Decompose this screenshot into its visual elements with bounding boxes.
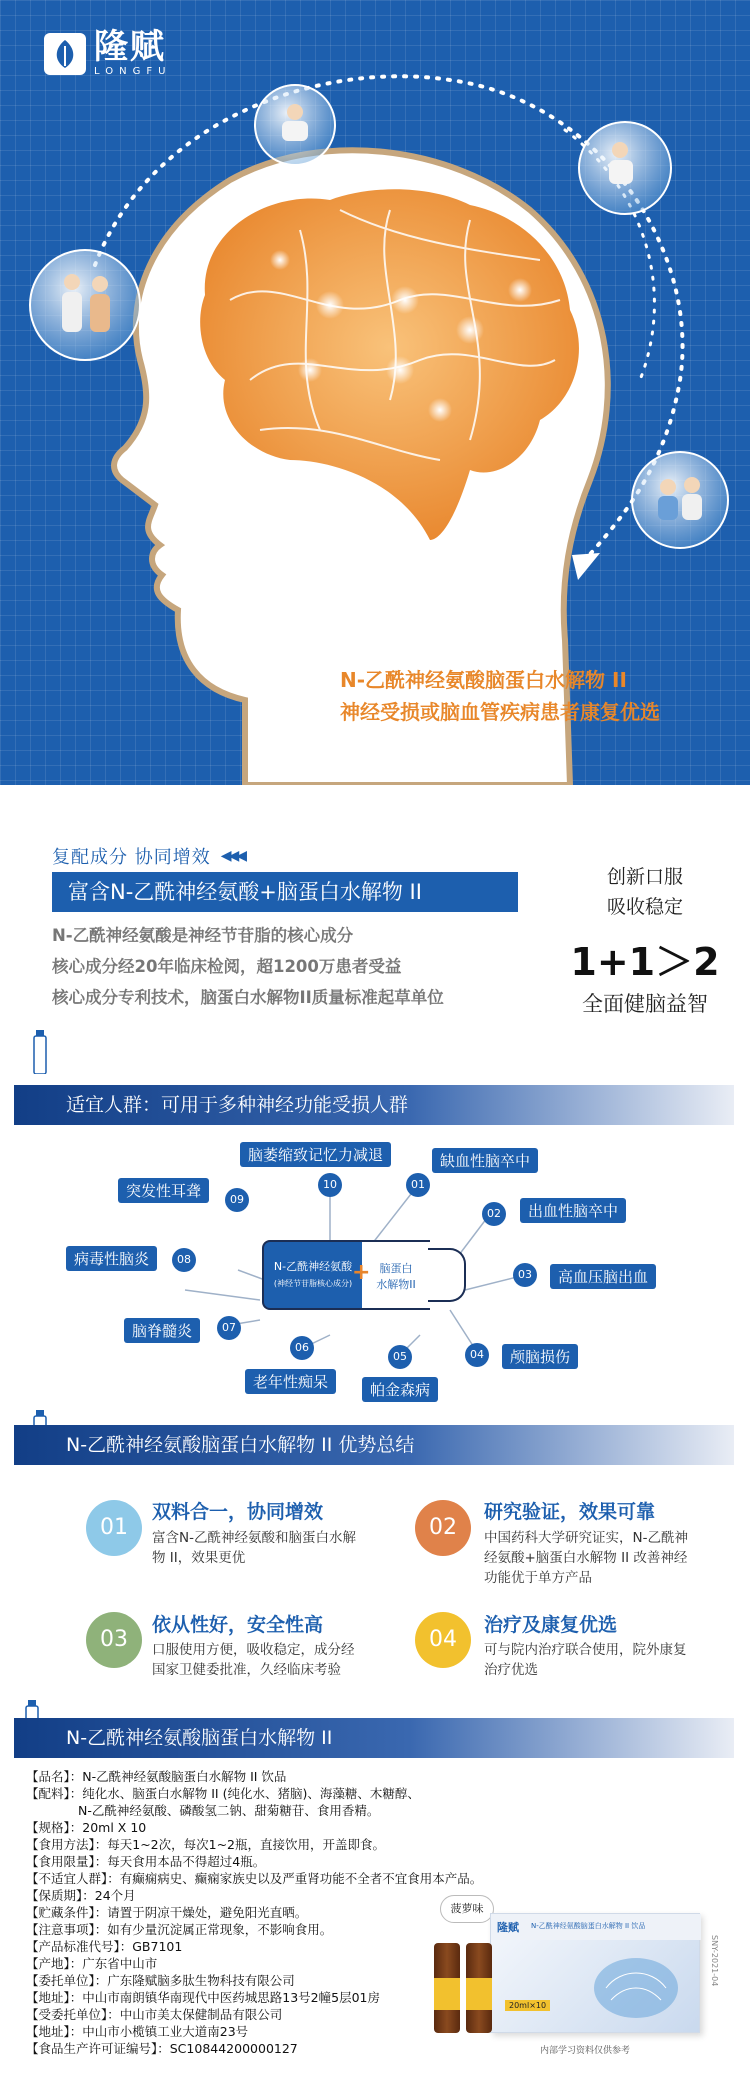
brain-icon <box>586 1948 686 2028</box>
center-right <box>362 1240 430 1310</box>
vial-icon <box>32 1030 48 1074</box>
crowd-num: 05 <box>388 1345 412 1369</box>
product-bottles <box>430 1943 500 2038</box>
crowd-num: 08 <box>172 1248 196 1272</box>
spec-line: 【食用限量】：每天食用本品不得超过4瓶。 <box>26 1854 266 1869</box>
crowd-num: 03 <box>513 1263 537 1287</box>
box-title: N-乙酰神经氨酸脑蛋白水解物 II 饮品 <box>531 1922 646 1930</box>
spec-line: 【贮藏条件】：请置于阴凉干燥处，避免阳光直晒。 <box>26 1905 308 1920</box>
advantage-desc-03: 口服使用方便，吸收稳定，成分经国家卫健委批准，久经临床考验 <box>152 1642 355 1678</box>
crowd-item-01: 缺血性脑卒中 <box>432 1148 538 1173</box>
box-size: 20ml×10 <box>505 2000 550 2011</box>
brand-logo <box>44 27 172 77</box>
advantage-desc-01: 富含N-乙酰神经氨酸和脑蛋白水解物 II，效果更优 <box>152 1530 356 1566</box>
center-left-1: N-乙酰神经氨酸 <box>273 1260 353 1273</box>
flavor-bubble: 菠萝味 <box>440 1895 494 1923</box>
intro-right-line1: 创新口服 <box>606 866 683 888</box>
advantage-num-02: 02 <box>415 1500 471 1556</box>
box-brand: 隆赋 <box>497 1921 519 1934</box>
intro-line: N-乙酰神经氨酸是神经节苷脂的核心成分 <box>52 926 354 945</box>
advantage-desc-04: 可与院内治疗联合使用，院外康复治疗优选 <box>484 1642 687 1678</box>
spec-line: 【受委托单位】：中山市美太保健制品有限公司 <box>26 2007 283 2022</box>
crowd-item-04: 颅脑损伤 <box>502 1344 578 1369</box>
brand-sub: LONGFU <box>94 66 172 77</box>
advantage-title-03: 依从性好，安全性高 <box>152 1614 324 1636</box>
bubble-couple-right <box>632 452 728 548</box>
crowd-num: 09 <box>225 1188 249 1212</box>
intro-right-sub: 全面健脑益智 <box>582 992 708 1016</box>
crowd-item-07: 脑脊髓炎 <box>124 1318 200 1343</box>
crowd-item-05: 帕金森病 <box>362 1377 438 1402</box>
spec-line: 【不适宜人群】：有癫痫病史、癫痫家族史以及严重肾功能不全者不宜食用本产品。 <box>26 1871 483 1886</box>
crowd-num: 01 <box>406 1173 430 1197</box>
brand-name: 隆赋 <box>94 27 166 67</box>
hero-title-line2: 神经受损或脑血管疾病患者康复优选 <box>340 700 660 724</box>
intro-line: 核心成分专利技术，脑蛋白水解物II质量标准起草单位 <box>52 988 444 1007</box>
footnote: 内部学习资料仅供参考 <box>540 2046 631 2056</box>
intro-tag <box>52 843 244 869</box>
intro-right-big: 1+1＞2 <box>570 940 720 984</box>
center-left-2: (神经节苷脂核心成分) <box>273 1279 353 1288</box>
spec-line: 【保质期】：24个月 <box>26 1888 136 1903</box>
spec-line: 【委托单位】：广东隆赋脑多肽生物科技有限公司 <box>26 1973 295 1988</box>
crowd-center-bottle <box>262 1240 467 1310</box>
bubble-yoga <box>255 85 335 165</box>
spec-line: 【食用方法】：每天1~2次，每次1~2瓶，直接饮用，开盖即食。 <box>26 1837 386 1852</box>
intro-right-line2: 吸收稳定 <box>606 896 683 918</box>
crowd-band: 适宜人群：可用于多种神经功能受损人群 <box>14 1085 734 1125</box>
spec-line: 【地址】：中山市南朗镇华南现代中医药城思路13号2幢5层01房 <box>26 1990 380 2005</box>
hero-banner <box>0 0 750 785</box>
spec-line: 【品名】：N-乙酰神经氨酸脑蛋白水解物 II 饮品 <box>26 1769 287 1784</box>
intro-tag-text: 复配成分 协同增效 <box>52 847 211 868</box>
spec-line: N-乙酰神经氨酸、磷酸氢二钠、甜菊糖苷、食用香精。 <box>78 1803 380 1818</box>
crowd-num: 02 <box>482 1202 506 1226</box>
advantage-title-01: 双料合一，协同增效 <box>152 1501 324 1523</box>
center-right-1: 脑蛋白 <box>379 1262 413 1275</box>
spec-line: 【产品标准代号】：GB7101 <box>26 1939 183 1954</box>
crowd-item-09: 突发性耳聋 <box>118 1178 209 1203</box>
advantage-num-01: 01 <box>86 1500 142 1556</box>
arc-arrowhead <box>572 553 600 580</box>
product-band: N-乙酰神经氨酸脑蛋白水解物 II <box>14 1718 734 1758</box>
triple-arrow-icon: ◀◀◀ <box>220 848 245 864</box>
spec-line: 【规格】：20ml X 10 <box>26 1820 147 1835</box>
intro-line: 核心成分经20年临床检阅，超1200万患者受益 <box>52 957 402 976</box>
bubble-taichi <box>579 122 671 214</box>
intro-highlight <box>560 862 730 1018</box>
hero-title-line1: N-乙酰神经氨酸脑蛋白水解物 II <box>340 668 627 692</box>
spec-line: 【注意事项】：如有少量沉淀属正常现象，不影响食用。 <box>26 1922 333 1937</box>
bottle-neck <box>428 1248 466 1302</box>
bubble-couple-left <box>30 250 140 360</box>
product-image <box>430 1895 730 2065</box>
crowd-item-08: 病毒性脑炎 <box>66 1246 157 1271</box>
crowd-item-10: 脑萎缩致记忆力减退 <box>240 1142 391 1167</box>
crowd-item-06: 老年性痴呆 <box>245 1369 336 1394</box>
crowd-num: 10 <box>318 1173 342 1197</box>
intro-lines <box>52 920 444 1013</box>
center-plus: + <box>352 1260 371 1285</box>
intro-bar: 富含N-乙酰神经氨酸+脑蛋白水解物 II <box>52 872 518 912</box>
crowd-item-03: 高血压脑出血 <box>550 1264 656 1289</box>
spec-line: 【产地】：广东省中山市 <box>26 1956 158 1971</box>
crowd-item-02: 出血性脑卒中 <box>520 1198 626 1223</box>
crowd-num: 07 <box>217 1316 241 1340</box>
advantage-desc-02: 中国药科大学研究证实，N-乙酰神经氨酸+脑蛋白水解物 II 改善神经功能优于单方产品 <box>484 1530 688 1586</box>
advantage-num-04: 04 <box>415 1612 471 1668</box>
leaf-icon <box>44 33 86 75</box>
crowd-num: 06 <box>290 1336 314 1360</box>
advantage-num-03: 03 <box>86 1612 142 1668</box>
doc-code: SNY-2021-04 <box>710 1935 719 1987</box>
hero-title <box>340 664 660 728</box>
crowd-num: 04 <box>465 1343 489 1367</box>
advantage-title-02: 研究验证，效果可靠 <box>484 1501 656 1523</box>
center-left <box>262 1240 362 1310</box>
center-right-2: 水解物II <box>376 1278 416 1291</box>
spec-line: 【配料】：纯化水、脑蛋白水解物 II (纯化水、猪脑)、海藻糖、木糖醇、 <box>26 1786 420 1801</box>
advantages-band: N-乙酰神经氨酸脑蛋白水解物 II 优势总结 <box>14 1425 734 1465</box>
advantage-title-04: 治疗及康复优选 <box>484 1614 618 1636</box>
spec-line: 【食品生产许可证编号】：SC10844200000127 <box>26 2041 298 2056</box>
product-box <box>490 1913 700 2033</box>
spec-line: 【地址】：中山市小榄镇工业大道南23号 <box>26 2024 249 2039</box>
